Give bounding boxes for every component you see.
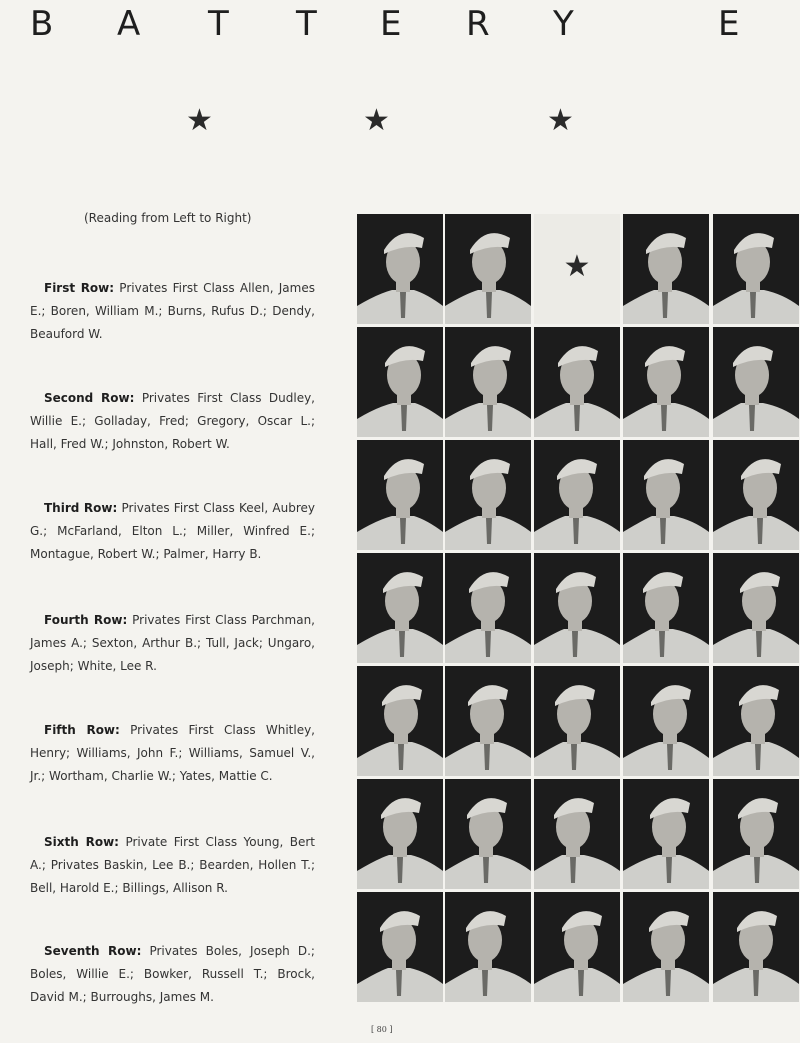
row-caption (30, 387, 315, 456)
soldier-portrait (445, 779, 531, 889)
soldier-portrait (623, 214, 709, 324)
star-icon: ★ (363, 103, 390, 138)
blank-portrait-cell (534, 214, 620, 324)
soldier-portrait (445, 327, 531, 437)
heading-letter: B (30, 4, 54, 44)
soldier-portrait (357, 892, 443, 1002)
soldier-portrait (713, 553, 799, 663)
heading-letter: A (117, 4, 141, 44)
soldier-portrait (445, 666, 531, 776)
soldier-portrait (713, 892, 799, 1002)
soldier-portrait (534, 779, 620, 889)
row-caption (30, 277, 315, 346)
page-heading (0, 0, 800, 50)
soldier-portrait (357, 327, 443, 437)
row-names: Privates First Class Parchman, James A.; Sexton, Arthur B.; Tull, Jack; Ungaro, Joseph; White, Lee R. (30, 613, 315, 673)
row-caption (30, 609, 315, 678)
soldier-portrait (357, 440, 443, 550)
row-names: Private First Class Young, Bert A.; Privates Baskin, Lee B.; Bearden, Hollen T.; Bell, Harold E.; Billings, Allison R. (30, 835, 315, 895)
heading-letter: R (466, 4, 490, 44)
row-label: Sixth Row: (44, 835, 119, 849)
row-label: Fifth Row: (44, 723, 120, 737)
soldier-portrait (534, 440, 620, 550)
row-names: Privates First Class Keel, Aubrey G.; McFarland, Elton L.; Miller, Winfred E.; Montague, Robert W.; Palmer, Harry B. (30, 501, 315, 561)
heading-letter: T (208, 4, 229, 44)
heading-letter: E (718, 4, 740, 44)
star-icon: ★ (563, 249, 591, 284)
heading-letter: E (380, 4, 402, 44)
soldier-portrait (445, 892, 531, 1002)
soldier-portrait (713, 327, 799, 437)
row-label: Second Row: (44, 391, 135, 405)
soldier-portrait (713, 440, 799, 550)
soldier-portrait (357, 779, 443, 889)
soldier-portrait (357, 666, 443, 776)
heading-letter: Y (553, 4, 574, 44)
soldier-portrait (623, 440, 709, 550)
row-label: Seventh Row: (44, 944, 142, 958)
row-label: Fourth Row: (44, 613, 128, 627)
reading-note: (Reading from Left to Right) (84, 211, 252, 225)
row-label: Third Row: (44, 501, 118, 515)
soldier-portrait (623, 892, 709, 1002)
row-caption (30, 497, 315, 566)
soldier-portrait (534, 666, 620, 776)
soldier-portrait (623, 327, 709, 437)
row-names: Privates First Class Allen, James E.; Boren, William M.; Burns, Rufus D.; Dendy, Beauford W. (30, 281, 315, 341)
portrait-grid (357, 214, 800, 1004)
row-caption (30, 719, 315, 788)
soldier-portrait (445, 440, 531, 550)
soldier-portrait (445, 553, 531, 663)
soldier-portrait (534, 327, 620, 437)
row-caption (30, 940, 315, 1009)
heading-letter: T (296, 4, 317, 44)
soldier-portrait (623, 666, 709, 776)
star-icon: ★ (186, 103, 213, 138)
soldier-portrait (623, 553, 709, 663)
page-number: [ 80 ] (371, 1025, 393, 1034)
soldier-portrait (445, 214, 531, 324)
star-icon: ★ (547, 103, 574, 138)
soldier-portrait (357, 553, 443, 663)
soldier-portrait (713, 666, 799, 776)
soldier-portrait (623, 779, 709, 889)
row-names: Privates Boles, Joseph D.; Boles, Willie E.; Bowker, Russell T.; Brock, David M.; Burroughs, James M. (30, 944, 315, 1004)
soldier-portrait (713, 779, 799, 889)
row-caption (30, 831, 315, 900)
soldier-portrait (357, 214, 443, 324)
row-label: First Row: (44, 281, 115, 295)
soldier-portrait (534, 892, 620, 1002)
soldier-portrait (534, 553, 620, 663)
row-names: Privates First Class Whitley, Henry; Williams, John F.; Williams, Samuel V., Jr.; Wortham, Charlie W.; Yates, Mattie C. (30, 723, 315, 783)
row-names: Privates First Class Dudley, Willie E.; Golladay, Fred; Gregory, Oscar L.; Hall, Fred W.; Johnston, Robert W. (30, 391, 315, 451)
soldier-portrait (713, 214, 799, 324)
